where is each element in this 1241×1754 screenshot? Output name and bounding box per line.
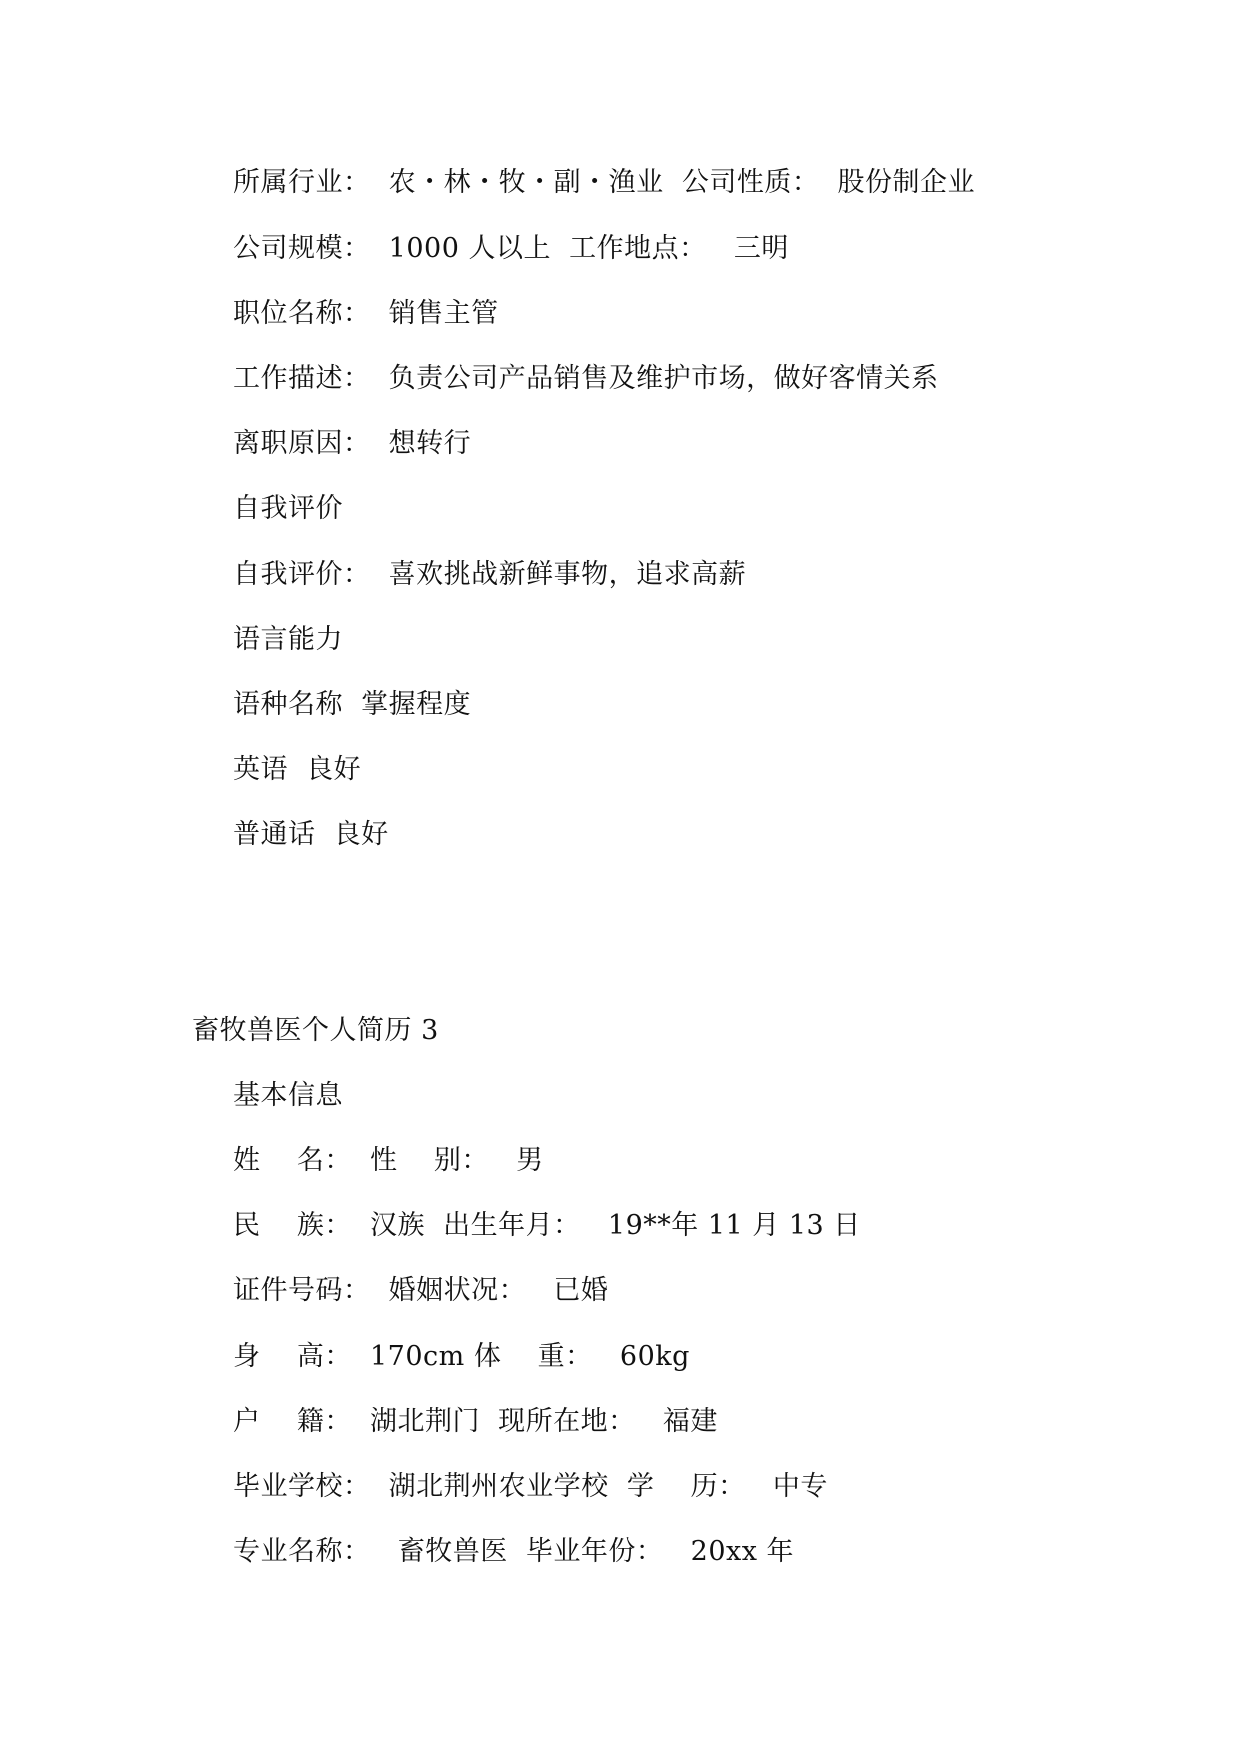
language-row-mandarin: 普通话 良好 bbox=[233, 819, 389, 850]
self-evaluation-heading: 自我评价 bbox=[233, 493, 343, 524]
school-education-line: 毕业学校： 湖北荆州农业学校 学 历： 中专 bbox=[233, 1471, 828, 1502]
job-description-line: 工作描述： 负责公司产品销售及维护市场，做好客情关系 bbox=[233, 363, 939, 394]
hukou-location-line: 户 籍： 湖北荆门 现所在地： 福建 bbox=[233, 1406, 718, 1437]
position-line: 职位名称： 销售主管 bbox=[233, 298, 499, 329]
resume-title: 畜牧兽医个人简历 3 bbox=[192, 1015, 439, 1046]
language-row-english: 英语 良好 bbox=[233, 754, 362, 785]
id-marital-line: 证件号码： 婚姻状况： 已婚 bbox=[233, 1275, 609, 1306]
major-graduation-line: 专业名称： 畜牧兽医 毕业年份： 20xx 年 bbox=[233, 1536, 795, 1567]
basic-info-heading: 基本信息 bbox=[233, 1080, 343, 1111]
self-evaluation-line: 自我评价： 喜欢挑战新鲜事物，追求高薪 bbox=[233, 559, 747, 590]
company-size-line: 公司规模： 1000 人以上 工作地点： 三明 bbox=[233, 233, 789, 264]
language-table-header: 语种名称 掌握程度 bbox=[233, 689, 472, 720]
ethnicity-birth-line: 民 族： 汉族 出生年月： 19**年 11 月 13 日 bbox=[233, 1210, 861, 1241]
name-gender-line: 姓 名： 性 别： 男 bbox=[233, 1145, 544, 1176]
industry-line: 所属行业： 农・林・牧・副・渔业 公司性质： 股份制企业 bbox=[233, 167, 975, 198]
leave-reason-line: 离职原因： 想转行 bbox=[233, 428, 472, 459]
language-ability-heading: 语言能力 bbox=[233, 624, 343, 655]
height-weight-line: 身 高： 170cm 体 重： 60kg bbox=[233, 1341, 690, 1372]
